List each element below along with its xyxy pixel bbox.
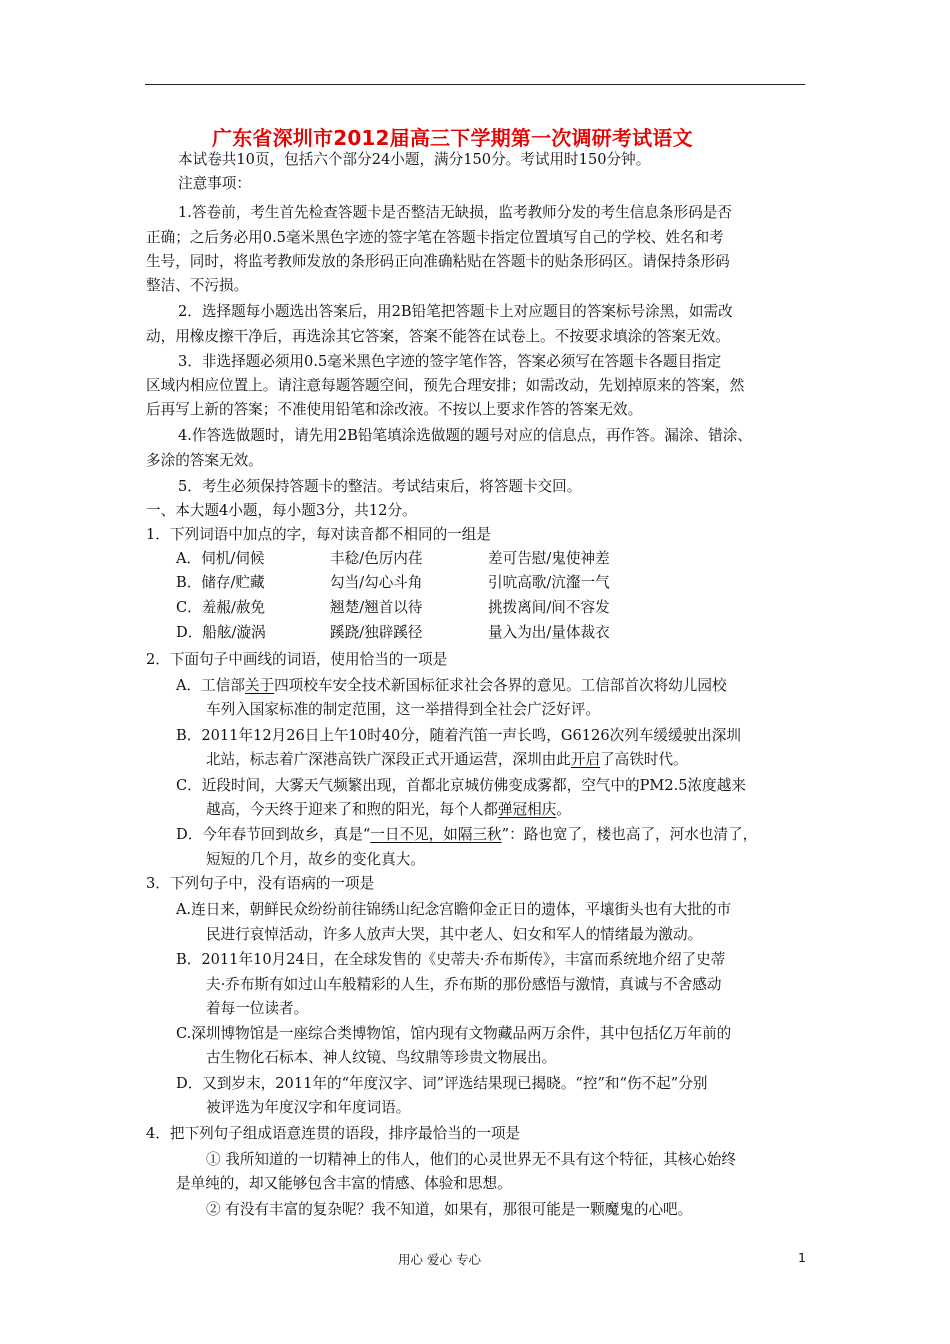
q3-option-c-line-1: C.深圳博物馆是一座综合类博物馆，馆内现有文物藏品两万余件，其中包括亿万年前的 [176, 1025, 732, 1042]
q4-stem: 4．把下列句子组成语意连贯的语段，排序最恰当的一项是 [146, 1125, 521, 1142]
q1-a-col3: 差可告慰/鬼使神差 [488, 550, 610, 567]
page-number: 1 [798, 1250, 806, 1265]
note-1-line-2: 正确；之后务必用0.5毫米黑色字迹的签字笔在答题卡指定位置填写自己的学校、姓名和考 [146, 229, 724, 246]
note-2-line-2: 动，用橡皮擦干净后，再选涂其它答案，答案不能答在试卷上。不按要求填涂的答案无效。 [146, 328, 730, 345]
q1-d-col3: 量入为出/量体裁衣 [488, 624, 610, 641]
q3-option-b-line-3: 着每一位读者。 [206, 1000, 309, 1017]
q1-a-col1: A．伺机/伺候 [176, 550, 265, 567]
q1-c-col2: 翘楚/翘首以待 [330, 599, 423, 616]
note-1-line-4: 整洁、不污损。 [146, 277, 249, 294]
q1-b-col1: B．储存/贮藏 [176, 574, 265, 591]
q3-option-a-line-2: 民进行哀悼活动，许多人放声大哭，其中老人、妇女和军人的情绪最为激动。 [206, 926, 703, 943]
q2-option-d-line-1 [176, 825, 757, 845]
page-title: 广东省深圳市2012届高三下学期第一次调研考试语文 [212, 126, 693, 150]
q4-sentence-2: ② 有没有丰富的复杂呢？我不知道，如果有，那很可能是一颗魔鬼的心吧。 [206, 1201, 693, 1218]
q2-d-text: D．今年春节回到故乡，真是“ [176, 826, 371, 843]
q2-c-text-rest: 。 [556, 801, 571, 818]
q3-option-b-line-2: 夫·乔布斯有如过山车般精彩的人生，乔布斯的那份感悟与激情，真诚与不舍感动 [206, 976, 722, 993]
q2-a-text-rest: 四项校车安全技术新国标征求社会各界的意见。工信部首次将幼儿园校 [274, 677, 727, 694]
q3-option-d-line-1: D．又到岁末，2011年的“年度汉字、词”评选结果现已揭晓。“控”和“伤不起”分别 [176, 1075, 708, 1092]
notice-heading: 注意事项： [178, 175, 251, 192]
exam-summary: 本试卷共10页，包括六个部分24小题，满分150分。考试用时150分钟。 [178, 151, 651, 168]
q2-option-a-line-2: 车列入国家标准的制定范围，这一举措得到全社会广泛好评。 [206, 701, 601, 718]
q2-a-underlined: 关于 [244, 677, 275, 694]
header-rule [145, 84, 805, 85]
q2-c-underlined: 弹冠相庆 [497, 801, 557, 818]
q1-stem: 1．下列词语中加点的字，每对读音都不相同的一组是 [146, 526, 491, 543]
q1-b-col3: 引吭高歌/沆瀣一气 [488, 574, 610, 591]
note-1-line-3: 生号，同时，将监考教师发放的条形码正向准确粘贴在答题卡的贴条形码区。请保持条形码 [146, 253, 730, 270]
q2-option-a-line-1 [176, 676, 727, 696]
q1-c-col3: 挑拨离间/间不容发 [488, 599, 610, 616]
q3-stem: 3．下列句子中，没有语病的一项是 [146, 875, 375, 892]
q3-option-c-line-2: 古生物化石标本、神人纹镜、鸟纹鼎等珍贵文物展出。 [206, 1049, 557, 1066]
q2-option-d-line-2: 短短的几个月，故乡的变化真大。 [206, 851, 425, 868]
q2-d-text-rest: ”：路也宽了，楼也高了，河水也清了， [501, 826, 758, 843]
q1-d-col2: 蹊跷/独辟蹊径 [330, 624, 423, 641]
q4-sentence-1-line-2: 是单纯的，却又能够包含丰富的情感、体验和思想。 [176, 1175, 512, 1192]
q4-sentence-1-line-1: ① 我所知道的一切精神上的伟人，他们的心灵世界无不具有这个特征，其核心始终 [206, 1151, 737, 1168]
q3-option-b-line-1: B．2011年10月24日，在全球发售的《史蒂夫·乔布斯传》，丰富而系统地介绍了史蒂 [176, 951, 726, 968]
note-1-line-1: 1.答卷前，考生首先检查答题卡是否整洁无缺损，监考教师分发的考生信息条形码是否 [178, 204, 732, 221]
q2-option-c-line-2 [206, 800, 571, 820]
q2-b-text: 北站，标志着广深港高铁广深段正式开通运营，深圳由此 [206, 751, 571, 768]
q2-stem: 2．下面句子中画线的词语，使用恰当的一项是 [146, 651, 448, 668]
note-3-line-1: 3．非选择题必须用0.5毫米黑色字迹的签字笔作答，答案必须写在答题卡各题目指定 [178, 353, 722, 370]
q2-option-c-line-1: C．近段时间，大雾天气频繁出现，首都北京城仿佛变成雾都，空气中的PM2.5浓度越来 [176, 777, 746, 794]
note-3-line-2: 区域内相应位置上。请注意每题答题空间，预先合理安排；如需改动，先划掉原来的答案，然 [146, 377, 745, 394]
q2-b-text-rest: 了高铁时代。 [600, 751, 688, 768]
q2-option-b-line-1: B．2011年12月26日上午10时40分，随着汽笛一声长鸣，G6126次列车缓缓驶出深圳 [176, 727, 741, 744]
q1-d-col1: D．船舷/漩涡 [176, 624, 266, 641]
section-1-heading: 一、本大题4小题，每小题3分，共12分。 [146, 502, 417, 519]
q2-a-text: A．工信部 [176, 677, 245, 694]
q2-d-underlined: 一日不见，如隔三秋 [370, 826, 502, 843]
note-4-line-1: 4.作答选做题时，请先用2B铅笔填涂选做题的题号对应的信息点，再作答。漏涂、错涂、 [178, 427, 752, 444]
q3-option-a-line-1: A.连日来，朝鲜民众纷纷前往锦绣山纪念宫瞻仰金正日的遗体，平壤街头也有大批的市 [176, 901, 732, 918]
q2-c-text: 越高，今天终于迎来了和煦的阳光，每个人都 [206, 801, 498, 818]
note-3-line-3: 后再写上新的答案；不准使用铅笔和涂改液。不按以上要求作答的答案无效。 [146, 401, 643, 418]
note-4-line-2: 多涂的答案无效。 [146, 452, 263, 469]
q2-option-b-line-2 [206, 750, 688, 770]
page-footer: 用心 爱心 专心 [398, 1252, 481, 1267]
q3-option-d-line-2: 被评选为年度汉字和年度词语。 [206, 1099, 411, 1116]
q1-c-col1: C．羞赧/赦免 [176, 599, 266, 616]
q1-b-col2: 勾当/勾心斗角 [330, 574, 423, 591]
note-2-line-1: 2．选择题每小题选出答案后，用2B铅笔把答题卡上对应题目的答案标号涂黑，如需改 [178, 303, 733, 320]
q1-a-col2: 丰稔/色厉内荏 [330, 550, 423, 567]
q2-b-underlined: 开启 [570, 751, 601, 768]
note-5-line-1: 5．考生必须保持答题卡的整洁。考试结束后，将答题卡交回。 [178, 478, 582, 495]
